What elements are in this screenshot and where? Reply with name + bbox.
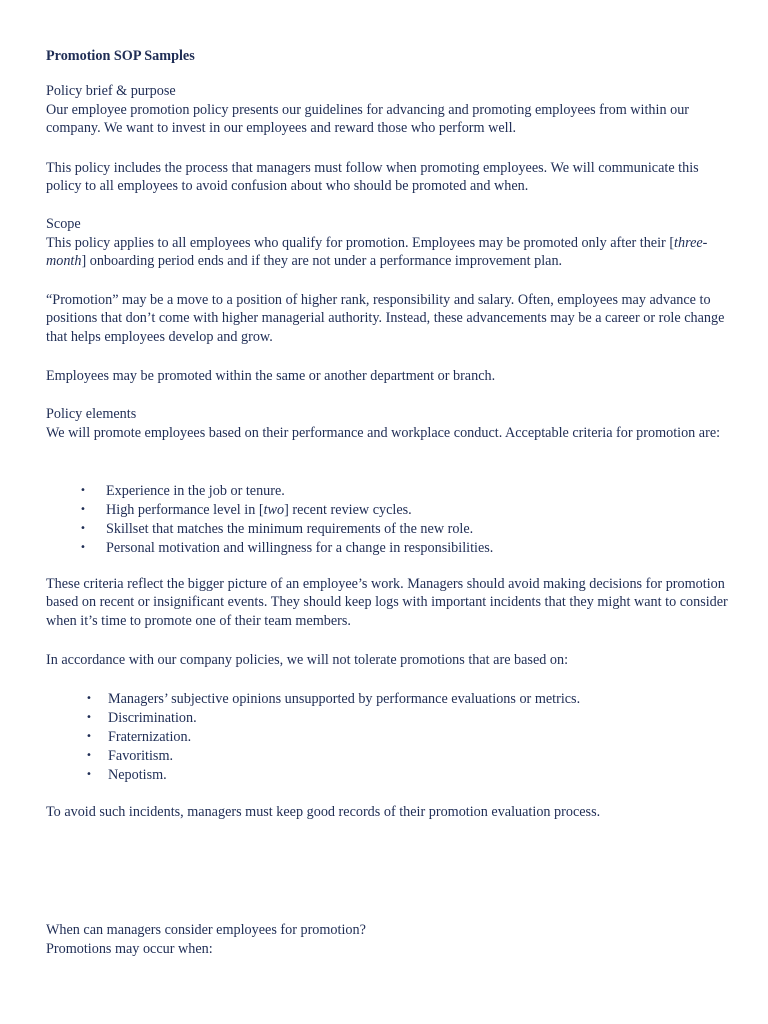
list-item [46, 709, 736, 728]
list-item [46, 747, 736, 766]
policy-brief-paragraph: Our employee promotion policy presents our guidelines for advancing and promoting employees from within our company. We want to invest in our employees and reward those who perform well. [46, 101, 690, 137]
process-paragraph: This policy includes the process that managers must follow when promoting employees. We will communicate this policy to all employees to avoid confusion about who should be promoted and when. [46, 159, 699, 195]
not-tolerated-intro: In accordance with our company policies, we will not tolerate promotions that are based on: [46, 651, 569, 668]
criteria-item-before: High performance level in [ [106, 501, 264, 518]
scope-p1-after: ] onboarding period ends and if they are not under a performance improvement plan. [81, 253, 563, 270]
bullet-icon: • [80, 484, 86, 496]
not-tolerated-item-text: Nepotism. [108, 766, 167, 783]
policy-brief-heading: Policy brief & purpose [46, 83, 176, 99]
policy-elements-heading: Policy elements [46, 406, 137, 422]
bullet-icon: • [86, 711, 92, 723]
criteria-list [46, 482, 736, 558]
not-tolerated-item-text: Fraternization. [108, 728, 192, 745]
scope-heading: Scope [46, 216, 81, 232]
list-item [46, 728, 736, 747]
list-item [46, 520, 736, 539]
scope-paragraph-1 [46, 234, 736, 271]
onboarding-period-placeholder: three-month [46, 234, 708, 270]
bullet-icon: • [80, 503, 86, 515]
bullet-icon: • [80, 522, 86, 534]
records-paragraph: To avoid such incidents, managers must keep good records of their promotion evaluation process. [46, 803, 601, 820]
criteria-item-text: Experience in the job or tenure. [106, 482, 285, 499]
criteria-item-after: ] recent review cycles. [284, 501, 412, 518]
when-line: Promotions may occur when: [46, 940, 213, 957]
not-tolerated-list [46, 690, 736, 785]
bullet-icon: • [86, 768, 92, 780]
criteria-item-text: Personal motivation and willingness for a change in responsibilities. [106, 539, 494, 556]
list-item [46, 539, 736, 558]
list-item [46, 482, 736, 501]
document-title: Promotion SOP Samples [46, 48, 195, 64]
list-item [46, 766, 736, 785]
department-paragraph: Employees may be promoted within the same or another department or branch. [46, 367, 496, 384]
not-tolerated-item-text: Discrimination. [108, 709, 197, 726]
scope-p1-before: This policy applies to all employees who qualify for promotion. Employees may be promoted only after their [ [46, 234, 675, 251]
not-tolerated-item-text: Managers’ subjective opinions unsupported by performance evaluations or metrics. [108, 690, 581, 707]
list-item [46, 690, 736, 709]
criteria-item-text [106, 501, 412, 520]
bullet-icon: • [80, 541, 86, 553]
when-heading: When can managers consider employees for promotion? [46, 922, 366, 938]
promotion-definition-paragraph: “Promotion” may be a move to a position of higher rank, responsibility and salary. Often, employees may advance to positions that don’t come with higher managerial authority. Instead, these advancements may be a career or role change that helps employees develop and grow. [46, 291, 725, 345]
policy-elements-intro: We will promote employees based on their performance and workplace conduct. Acceptable criteria for promotion are: [46, 424, 721, 441]
bullet-icon: • [86, 749, 92, 761]
not-tolerated-item-text: Favoritism. [108, 747, 174, 764]
criteria-paragraph: These criteria reflect the bigger picture of an employee’s work. Managers should avoid making decisions for promotion based on recent or insignificant events. They should keep logs with important incidents that they might want to consider when it’s time to promote one of their team members. [46, 575, 728, 629]
criteria-item-text: Skillset that matches the minimum requirements of the new role. [106, 520, 474, 537]
list-item [46, 501, 736, 520]
review-cycles-placeholder: two [263, 501, 285, 518]
bullet-icon: • [86, 730, 92, 742]
bullet-icon: • [86, 692, 92, 704]
